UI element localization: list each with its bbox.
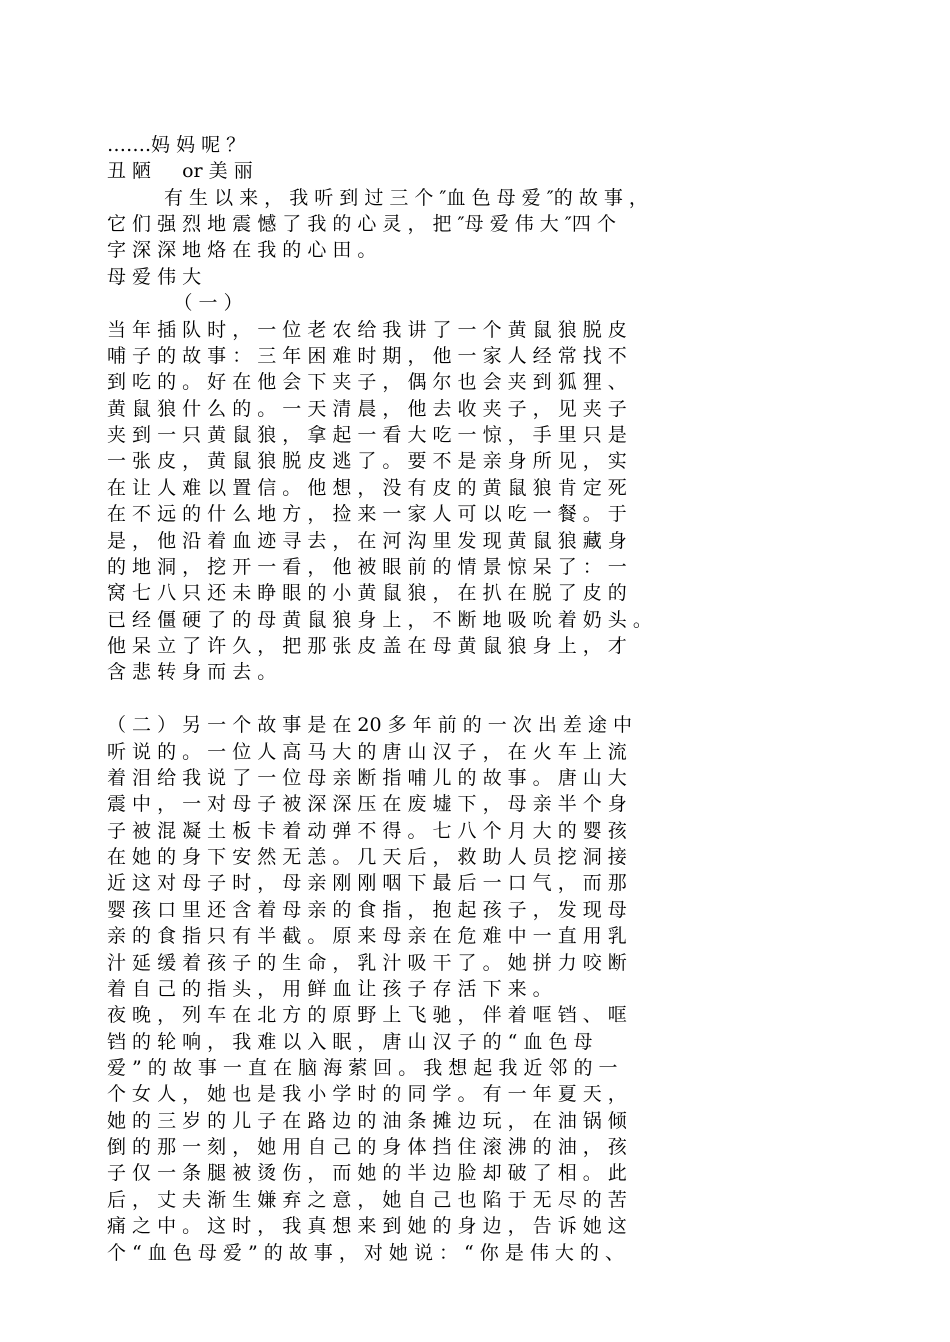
intro-line: 字 深 深 地 烙 在 我 的 心 田 。 [107,239,377,261]
part2-line: 在 她 的 身 下 安 然 无 恙 。 几 天 后 ， 救 助 人 员 挖 洞 接 [107,846,627,868]
part2-line: 近 这 对 母 子 时 ， 母 亲 刚 刚 咽 下 最 后 一 口 气 ， 而 那 [107,872,627,894]
part2-line: 后 ， 丈 夫 渐 生 嫌 弃 之 意 ， 她 自 己 也 陷 于 无 尽 的 苦 [107,1189,627,1211]
part1-line: 他 呆 立 了 许 久 ， 把 那 张 皮 盖 在 母 黄 鼠 狼 身 上 ， 才 [107,635,627,657]
part1-line: 到 吃 的 。 好 在 他 会 下 夹 子 ， 偶 尔 也 会 夹 到 狐 狸 、 [107,371,627,393]
part1-line: 在 不 远 的 什 么 地 方 ， 捡 来 一 家 人 可 以 吃 一 餐 。 于 [107,503,627,525]
part2-line: 婴 孩 口 里 还 含 着 母 亲 的 食 指 ， 抱 起 孩 子 ， 发 现 母 [107,899,627,921]
part1-line: 窝 七 八 只 还 未 睁 眼 的 小 黄 鼠 狼 ， 在 扒 在 脱 了 皮 的 [107,582,627,604]
part2-line: 铛 的 轮 响 ， 我 难 以 入 眠 ， 唐 山 汉 子 的 “ 血 色 母 [107,1031,593,1053]
part2-line: 亲 的 食 指 只 有 半 截 。 原 来 母 亲 在 危 难 中 一 直 用 乳 [107,925,627,947]
part1-line: 哺 子 的 故 事 ： 三 年 困 难 时 期 ， 他 一 家 人 经 常 找 不 [107,345,627,367]
part2-line: （ 二 ） 另 一 个 故 事 是 在 20 多 年 前 的 一 次 出 差 途 中 [107,714,632,736]
part1-line: 在 让 人 难 以 置 信 。 他 想 ， 没 有 皮 的 黄 鼠 狼 肯 定 死 [107,477,627,499]
section-title: 母 爱 伟 大 [107,266,202,288]
part1-line: 黄 鼠 狼 什 么 的 。 一 天 清 晨 ， 他 去 收 夹 子 ， 见 夹 子 [107,398,627,420]
part2-line: 子 被 混 凝 土 板 卡 着 动 弹 不 得 。 七 八 个 月 大 的 婴 孩 [107,820,627,842]
part1-line: 的 地 洞 ， 挖 开 一 看 ， 他 被 眼 前 的 情 景 惊 呆 了 ： 一 [107,556,627,578]
part2-line: 着 自 己 的 指 头 ， 用 鲜 血 让 孩 子 存 活 下 来 。 [107,978,552,1000]
part2-line: 听 说 的 。 一 位 人 高 马 大 的 唐 山 汉 子 ， 在 火 车 上 流 [107,741,627,763]
part2-line: 个 “ 血 色 母 爱 ” 的 故 事 ， 对 她 说 ： “ 你 是 伟 大 的 、 [107,1242,624,1264]
part2-line: 着 泪 给 我 说 了 一 位 母 亲 断 指 哺 儿 的 故 事 。 唐 山 大 [107,767,627,789]
part2-line: 她 的 三 岁 的 儿 子 在 路 边 的 油 条 摊 边 玩 ， 在 油 锅 倾 [107,1110,627,1132]
document-subtitle: 丑 陋 or 美 丽 [107,160,253,182]
part1-heading: （ 一 ） [107,292,243,314]
part2-line: 痛 之 中 。 这 时 ， 我 真 想 来 到 她 的 身 边 ， 告 诉 她 这 [107,1215,627,1237]
part2-line: 汁 延 缓 着 孩 子 的 生 命 ， 乳 汁 吸 干 了 。 她 拼 力 咬 断 [107,952,627,974]
part2-line: 震 中 ， 一 对 母 子 被 深 深 压 在 废 墟 下 ， 母 亲 半 个 身 [107,793,627,815]
part1-line: 是 ， 他 沿 着 血 迹 寻 去 ， 在 河 沟 里 发 现 黄 鼠 狼 藏 身 [107,530,627,552]
part2-line: 倒 的 那 一 刻 ， 她 用 自 己 的 身 体 挡 住 滚 沸 的 油 ， 孩 [107,1136,627,1158]
part1-line: 含 悲 转 身 而 去 。 [107,661,277,683]
part1-line: 夹 到 一 只 黄 鼠 狼 ， 拿 起 一 看 大 吃 一 惊 ， 手 里 只 是 [107,424,627,446]
part2-line: 个 女 人 ， 她 也 是 我 小 学 时 的 同 学 。 有 一 年 夏 天 ， [107,1083,627,1105]
part2-line: 夜 晚 ， 列 车 在 北 方 的 原 野 上 飞 驰 ， 伴 着 哐 铛 、 哐 [107,1004,627,1026]
part2-line: 子 仅 一 条 腿 被 烫 伤 ， 而 她 的 半 边 脸 却 破 了 相 。 此 [107,1162,627,1184]
part1-line: 当 年 插 队 时 ， 一 位 老 农 给 我 讲 了 一 个 黄 鼠 狼 脱 皮 [107,319,627,341]
document-title: …….妈 妈 呢 ？ [107,134,246,156]
part1-line: 一 张 皮 ， 黄 鼠 狼 脱 皮 逃 了 。 要 不 是 亲 身 所 见 ， 实 [107,450,627,472]
part2-line: 爱 ” 的 故 事 一 直 在 脑 海 萦 回 。 我 想 起 我 近 邻 的 一 [107,1057,618,1079]
part1-line: 已 经 僵 硬 了 的 母 黄 鼠 狼 身 上 ， 不 断 地 吸 吮 着 奶 头 。 [107,609,652,631]
intro-line: 它 们 强 烈 地 震 憾 了 我 的 心 灵 ， 把 ″母 爱 伟 大 ″四 个 [107,213,616,235]
intro-line: 有 生 以 来 ， 我 听 到 过 三 个 ″血 色 母 爱 ″的 故 事 ， [107,187,648,209]
